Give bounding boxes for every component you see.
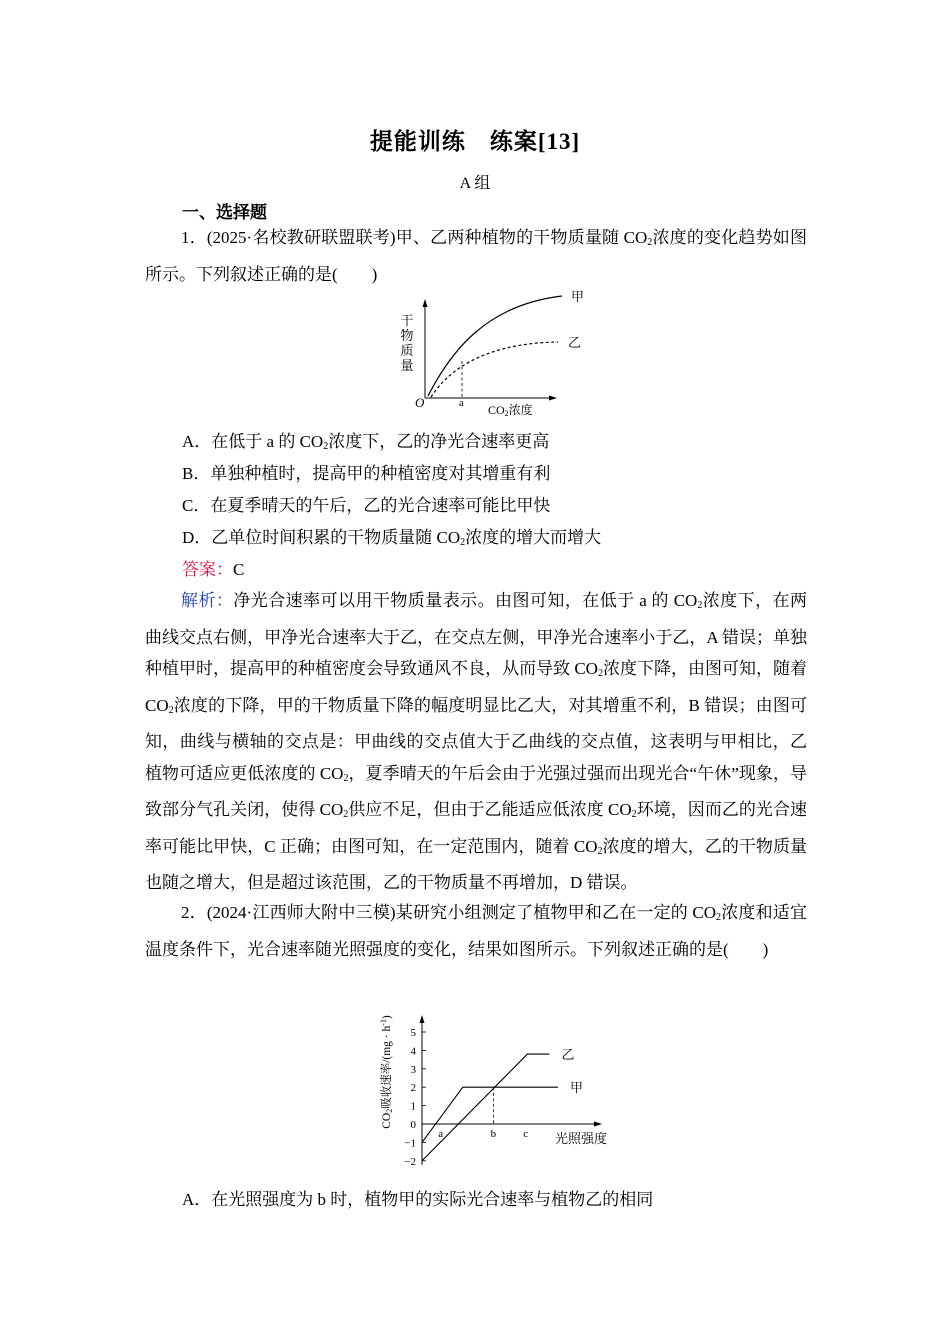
explain-1: 净光合速率可以用干物质量表示。由图可知，在低于 a 的 CO [233, 591, 698, 610]
explain-8: 浓度的增大，乙的干物质量也随之增大，但是超过该范围，乙的干物质量不再增加，D 错误。 [145, 836, 807, 892]
sub: 2 [697, 600, 703, 611]
q1-answer [182, 554, 244, 586]
explanation-label: 解析： [181, 591, 234, 610]
q1-stem-b: 浓度的变化趋势如图所示。下列叙述正确的是( ) [145, 228, 807, 284]
q2-y-tick-label: 0 [410, 1119, 416, 1131]
q1-option-d [182, 522, 601, 559]
q2-y-tick-label: 5 [410, 1027, 416, 1039]
sub: 2 [631, 809, 637, 820]
q1-x-label-b: 浓度 [508, 403, 533, 417]
explain-7: 环境，因而乙的光合速率可能比甲快，C 正确；由图可知，在一定范围内，随着 CO [145, 800, 808, 856]
q1-figure [395, 283, 595, 423]
q2-x-arrow [594, 1122, 602, 1127]
q1-origin-label: O [415, 395, 425, 410]
group-label: A 组 [459, 175, 491, 192]
q2-y-label-a: CO [381, 1112, 393, 1129]
q1-y-char-1: 物 [400, 328, 414, 343]
q1-option-d-text-b: 浓度的增大而增大 [465, 528, 602, 547]
sub: 2 [168, 704, 174, 716]
explain-4: 浓度的下降，甲的干物质量下降的幅度明显比乙大，对其增重不利，B 错误；由图可知，曲线与横轴的交点是：甲曲线的交点值大于乙曲线的交点值，这表明与甲相比，乙植物可适应更低浓度的 CO [145, 695, 807, 783]
q1-x-label-a: CO [488, 403, 505, 417]
sub: 2 [343, 772, 349, 784]
sub: 2 [716, 912, 722, 923]
q1-y-char-2: 质 [400, 343, 414, 358]
q1-curve-jia [428, 296, 562, 396]
q2-stem [145, 897, 807, 965]
q2-stem-b: 浓度和适宜温度条件下，光合速率随光照强度的变化，结果如图所示。下列叙述正确的是( ) [145, 903, 807, 959]
q1-y-label [400, 313, 413, 373]
q2-x-tick-label: b [490, 1128, 497, 1140]
q1-option-a-text: A．在低于 a 的 CO [182, 432, 324, 451]
sub: 2 [504, 409, 509, 418]
q2-y-tick-label: −1 [404, 1137, 416, 1150]
sub: 2 [460, 537, 466, 548]
q1-label-jia: 甲 [571, 289, 585, 304]
q2-series-label-yi: 乙 [561, 1047, 575, 1063]
q2-chart [375, 990, 625, 1180]
q2-y-arrow [420, 1015, 425, 1023]
q2-y-tick-label: 2 [410, 1082, 416, 1095]
q2-y-label-d: ) [381, 1015, 393, 1020]
explain-2: 浓度下，在两曲线交点右侧，甲净光合速率大于乙，在交点左侧，甲净光合速率小于乙，A 错误；单独种植甲时，提高甲的种植密度会导致通风不良，从而导致 CO [145, 591, 807, 678]
explain-3: 浓度下降，由图可知，随着 CO [145, 659, 807, 715]
q1-y-char-0: 干 [400, 313, 414, 328]
q2-y-tick-label: 1 [410, 1100, 416, 1113]
q2-y-label-c: -1 [379, 1019, 388, 1026]
q1-option-a-text-b: 浓度下，乙的净光合速率更高 [328, 432, 550, 451]
q2-option-a: A．在光照强度为 b 时，植物甲的实际光合速率与植物乙的相同 [182, 1190, 654, 1209]
q2-y-tick-label: −2 [404, 1155, 416, 1168]
sub: 2 [597, 668, 603, 679]
q2-y-axis-label [379, 1015, 394, 1129]
q1-x-label [488, 402, 533, 418]
sub: 2 [647, 237, 653, 248]
explain-5: ，夏季晴天的午后会由于光强过强而出现光合“午休”现象，导致部分气孔关闭，使得 CO [145, 763, 808, 819]
q1-y-arrow [423, 299, 428, 307]
q2-x-tick-label: c [523, 1128, 529, 1140]
q1-y-char-3: 量 [400, 358, 414, 373]
q2-y-tick-label: 4 [410, 1045, 416, 1058]
q1-curve-yi [431, 342, 558, 397]
q2-x-axis-label: 光照强度 [555, 1131, 608, 1146]
section-heading: 一、选择题 [182, 203, 267, 222]
q1-explanation [145, 585, 807, 899]
q1-stem-a: 1．(2025·名校教研联盟联考)甲、乙两种植物的干物质量随 CO [181, 228, 648, 247]
q1-stem [145, 222, 807, 290]
q2-x-tick-label: a [438, 1128, 444, 1140]
q2-y-tick-label: 3 [410, 1063, 416, 1076]
q2-y-ticks [404, 1027, 426, 1168]
sub: 2 [323, 441, 329, 452]
q1-x-arrow [549, 396, 557, 401]
q2-x-ticks [438, 1128, 528, 1140]
page-title: 提能训练 练案[13] [369, 129, 581, 154]
q1-option-c: C．在夏季晴天的午后，乙的光合速率可能比甲快 [182, 496, 551, 515]
q1-label-yi: 乙 [568, 335, 582, 350]
answer-value: C [233, 560, 245, 579]
q2-stem-a: 2．(2024·江西师大附中三模)某研究小组测定了植物甲和乙在一定的 CO [181, 903, 717, 922]
explain-6: 供应不足，但由于乙能适应低浓度 CO [348, 800, 632, 819]
q2-series-line-yi [422, 1054, 550, 1161]
answer-label: 答案： [182, 560, 233, 579]
q2-y-label-b: 吸收速率/(mg · h [381, 1025, 393, 1109]
sub: 2 [597, 845, 603, 857]
sub: 2 [343, 809, 349, 820]
q1-mark-a: a [459, 397, 464, 409]
q1-option-b: B．单独种植时，提高甲的种植密度对其增重有利 [182, 464, 551, 483]
sub: 2 [385, 1108, 394, 1113]
q1-option-d-text: D．乙单位时间积累的干物质量随 CO [182, 528, 461, 547]
q2-series-label-jia: 甲 [570, 1080, 584, 1096]
